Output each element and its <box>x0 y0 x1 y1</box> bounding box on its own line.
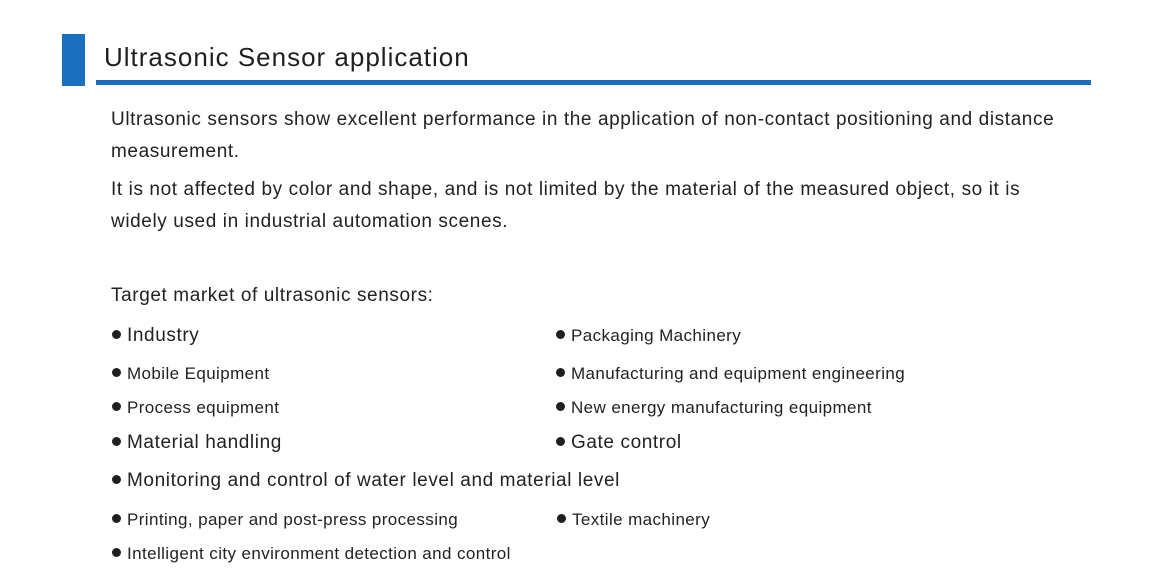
bullet-icon <box>556 402 565 411</box>
list-item: Manufacturing and equipment engineering <box>556 364 905 384</box>
list-item: Printing, paper and post-press processing <box>112 510 458 530</box>
intro-paragraph: Ultrasonic sensors show excellent performance in the application of non-contact positioning and distance measurement. <box>111 109 1055 162</box>
bullet-icon <box>112 437 121 446</box>
bullet-icon <box>112 514 121 523</box>
page-title: Ultrasonic Sensor application <box>104 42 470 72</box>
list-item: Intelligent city environment detection and control <box>112 544 511 564</box>
target-market-heading: Target market of ultrasonic sensors: <box>111 285 434 306</box>
intro-section <box>111 104 1071 244</box>
bullet-icon <box>556 330 565 339</box>
title-accent-block <box>62 34 85 86</box>
bullet-icon <box>556 437 565 446</box>
list-item: Packaging Machinery <box>556 326 741 346</box>
list-item: Mobile Equipment <box>112 364 269 384</box>
bullet-icon <box>556 368 565 377</box>
list-item: Monitoring and control of water level and material level <box>112 470 620 492</box>
intro-paragraph: It is not affected by color and shape, and is not limited by the material of the measured object, so it is widely used in industrial automation scenes. <box>111 179 1021 232</box>
bullet-icon <box>112 402 121 411</box>
list-item: Process equipment <box>112 398 279 418</box>
bullet-icon <box>112 368 121 377</box>
bullet-icon <box>112 330 121 339</box>
bullet-icon <box>557 514 566 523</box>
list-item: Material handling <box>112 432 282 454</box>
list-item: New energy manufacturing equipment <box>556 398 872 418</box>
bullet-icon <box>112 548 121 557</box>
title-underline <box>96 80 1091 85</box>
bullet-icon <box>112 475 121 484</box>
list-item: Industry <box>112 325 199 347</box>
list-item: Textile machinery <box>557 510 710 530</box>
list-item: Gate control <box>556 432 682 454</box>
